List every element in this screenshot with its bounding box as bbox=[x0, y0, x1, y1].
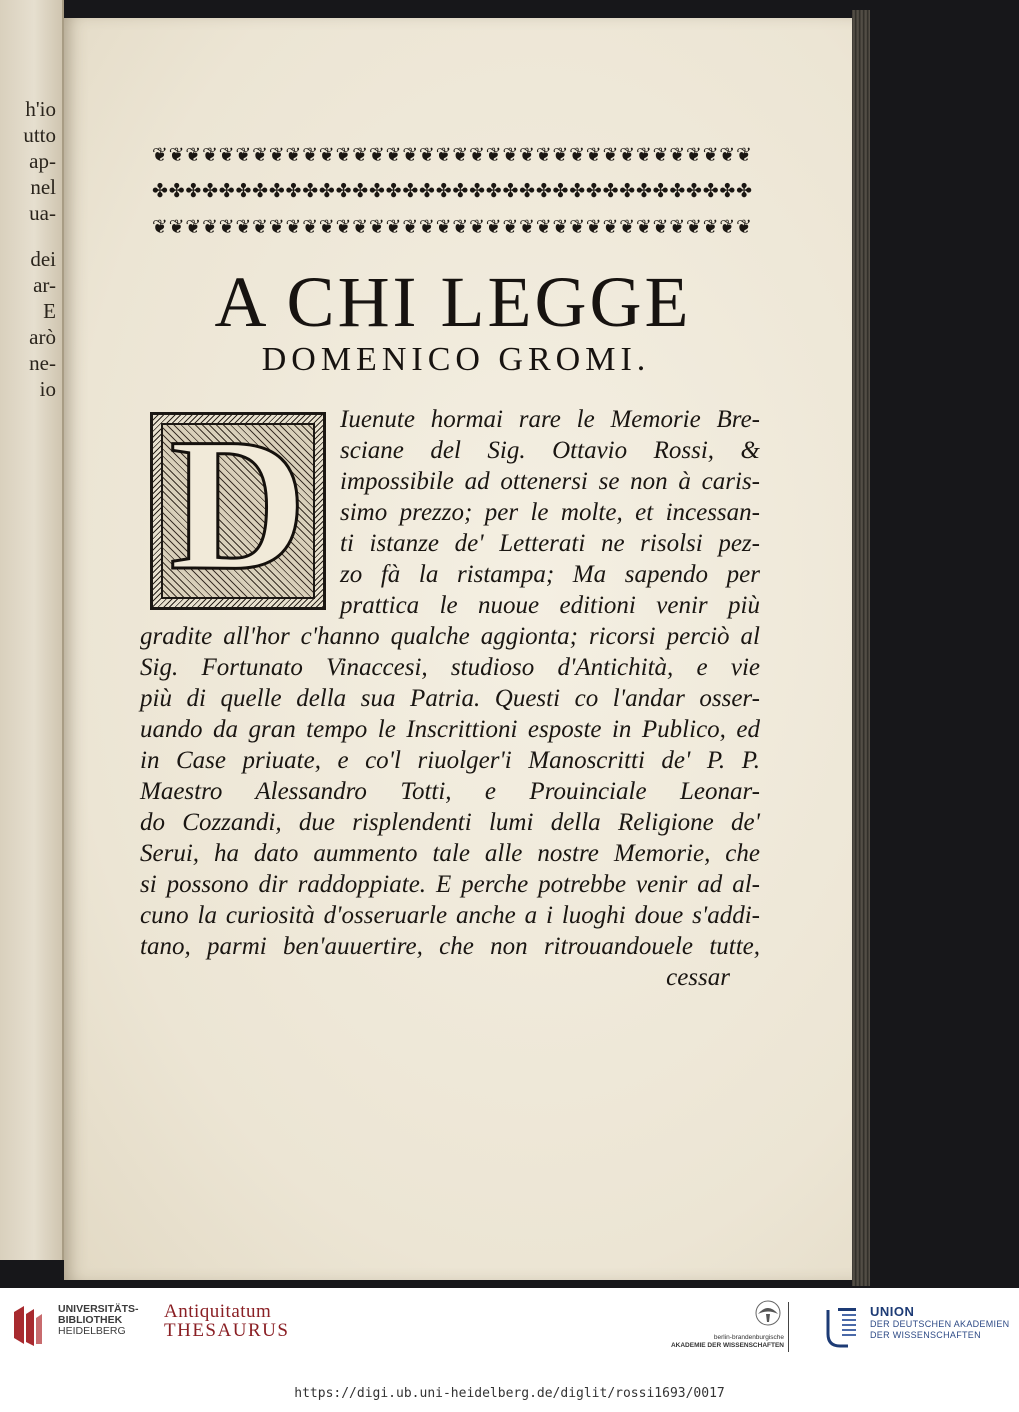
ornament-glyph: ❦ bbox=[552, 144, 569, 166]
ornament-glyph: ❦ bbox=[352, 144, 369, 166]
ornament-glyph: ❦ bbox=[285, 144, 302, 166]
ornament-glyph: ❦ bbox=[652, 216, 669, 238]
previous-page-edge bbox=[0, 0, 64, 1260]
ornament-glyph: ❦ bbox=[535, 216, 552, 238]
ornament-glyph: ✤ bbox=[218, 180, 235, 202]
union-academies-logo-icon[interactable] bbox=[822, 1304, 864, 1352]
text-line: Serui, ha dato aummento tale alle nostre Memorie, che bbox=[140, 840, 760, 867]
ornament-glyph: ❦ bbox=[235, 216, 252, 238]
ornament-glyph: ✤ bbox=[202, 180, 218, 202]
ornament-glyph: ❦ bbox=[569, 216, 586, 238]
union-line: UNION bbox=[870, 1304, 915, 1319]
union-academies-name[interactable] bbox=[870, 1304, 1009, 1341]
ornament-glyph: ✤ bbox=[385, 180, 402, 202]
prev-fragment: dei bbox=[30, 247, 56, 271]
previous-page-text bbox=[4, 96, 60, 402]
ornament-glyph: ❦ bbox=[502, 216, 519, 238]
text-line: do Cozzandi, due risplendenti lumi della Religione de' bbox=[140, 809, 760, 836]
printers-ornament-band bbox=[152, 140, 752, 242]
ornament-glyph: ✤ bbox=[452, 180, 469, 202]
ornament-glyph: ✤ bbox=[686, 180, 702, 202]
ornament-glyph: ✤ bbox=[168, 180, 185, 202]
ornament-glyph: ❦ bbox=[218, 144, 235, 166]
ornament-glyph: ✤ bbox=[352, 180, 369, 202]
at-line: Antiquitatum bbox=[164, 1301, 272, 1322]
bb-line: AKADEMIE DER WISSENSCHAFTEN bbox=[670, 1342, 784, 1349]
text-line: sciane del Sig. Ottavio Rossi, & bbox=[340, 437, 760, 464]
ornament-glyph: ✤ bbox=[552, 180, 569, 202]
ornament-glyph: ❦ bbox=[235, 144, 252, 166]
ornament-glyph: ❦ bbox=[435, 144, 452, 166]
ornament-glyph: ❦ bbox=[702, 144, 719, 166]
page-subtitle: DOMENICO GROMI. bbox=[261, 341, 651, 378]
ornament-glyph: ❦ bbox=[602, 216, 619, 238]
ornament-glyph: ❦ bbox=[318, 144, 335, 166]
academy-eagle-icon[interactable] bbox=[748, 1298, 788, 1328]
ornament-glyph: ❦ bbox=[252, 144, 269, 166]
ornament-glyph: ✤ bbox=[252, 180, 269, 202]
catchword: cessar bbox=[666, 964, 730, 991]
ornament-glyph: ❦ bbox=[469, 216, 485, 238]
ornament-glyph: ✤ bbox=[302, 180, 319, 202]
prev-fragment: ne- bbox=[29, 351, 56, 375]
ornament-glyph: ❦ bbox=[702, 216, 719, 238]
bbaw-name[interactable] bbox=[652, 1334, 784, 1350]
ub-line: HEIDELBERG bbox=[58, 1325, 126, 1337]
ornament-glyph: ❦ bbox=[469, 144, 485, 166]
ornament-glyph: ✤ bbox=[335, 180, 352, 202]
ornament-glyph: ❦ bbox=[318, 216, 335, 238]
text-line: Sig. Fortunato Vinaccesi, studioso d'Antichità, e vie bbox=[140, 654, 760, 681]
ornament-glyph: ✤ bbox=[268, 180, 285, 202]
bb-line: berlin-brandenburgische bbox=[713, 1334, 784, 1341]
text-line: più di quelle della sua Patria. Questi co l'andar osser- bbox=[140, 685, 760, 712]
university-library-name[interactable] bbox=[58, 1304, 139, 1337]
ornament-glyph: ✤ bbox=[602, 180, 619, 202]
ub-line: UNIVERSITÄTS- bbox=[58, 1303, 139, 1315]
ornament-glyph: ❦ bbox=[669, 144, 686, 166]
ornament-glyph: ✤ bbox=[152, 180, 168, 202]
ornament-glyph: ❦ bbox=[168, 144, 185, 166]
prev-fragment: nel bbox=[30, 175, 56, 199]
ornament-glyph: ❦ bbox=[652, 144, 669, 166]
antiquitatum-thesaurus-logo[interactable] bbox=[164, 1302, 289, 1340]
text-line: cuno la curiosità d'osseruarle anche a i luoghi doue s'addi- bbox=[140, 902, 760, 929]
ornament-glyph: ✤ bbox=[185, 180, 202, 202]
ornament-glyph: ❦ bbox=[368, 216, 385, 238]
ornament-glyph: ✤ bbox=[669, 180, 686, 202]
page-title: A CHI LEGGE bbox=[214, 262, 692, 342]
ornament-glyph: ❦ bbox=[202, 144, 218, 166]
ornament-glyph: ❦ bbox=[302, 216, 319, 238]
ornament-glyph: ❦ bbox=[335, 144, 352, 166]
ornament-glyph: ❦ bbox=[452, 216, 469, 238]
ornament-glyph: ✤ bbox=[235, 180, 252, 202]
prev-fragment: E bbox=[43, 299, 56, 323]
union-line: DER DEUTSCHEN AKADEMIEN bbox=[870, 1319, 1010, 1329]
ornament-glyph: ❦ bbox=[185, 216, 202, 238]
ornament-glyph: ❦ bbox=[252, 216, 269, 238]
ornament-glyph: ❦ bbox=[669, 216, 686, 238]
text-line: in Case priuate, e co'l riuolger'i Manoscritti de' P. P. bbox=[140, 747, 760, 774]
ornament-glyph: ✤ bbox=[469, 180, 485, 202]
text-line: Iuenute hormai rare le Memorie Bre- bbox=[340, 406, 760, 433]
text-line: uando da gran tempo le Inscrittioni esposte in Publico, ed bbox=[140, 716, 760, 743]
ornament-glyph: ❦ bbox=[335, 216, 352, 238]
ornament-glyph: ✤ bbox=[569, 180, 586, 202]
permalink-url[interactable]: https://digi.ub.uni-heidelberg.de/diglit/rossi1693/0017 bbox=[294, 1386, 725, 1401]
ornament-glyph: ✤ bbox=[736, 180, 752, 202]
ornament-glyph: ✤ bbox=[619, 180, 636, 202]
text-line: simo prezzo; per le molte, et incessan- bbox=[340, 499, 760, 526]
ornament-glyph: ❦ bbox=[268, 144, 285, 166]
ornament-glyph: ✤ bbox=[635, 180, 652, 202]
ornament-glyph: ❦ bbox=[218, 216, 235, 238]
text-line: zo fà la ristampa; Ma sapendo per bbox=[340, 561, 760, 588]
viewer-footer bbox=[0, 1288, 1019, 1412]
ornament-glyph: ❦ bbox=[419, 216, 435, 238]
ornament-glyph: ❦ bbox=[569, 144, 586, 166]
prev-fragment: arò bbox=[29, 325, 56, 349]
ornament-glyph: ✤ bbox=[652, 180, 669, 202]
ornament-glyph: ❦ bbox=[268, 216, 285, 238]
ornament-glyph: ❦ bbox=[419, 144, 435, 166]
ornament-glyph: ❦ bbox=[485, 216, 502, 238]
university-library-logo-icon[interactable] bbox=[10, 1304, 50, 1348]
ornament-glyph: ❦ bbox=[619, 144, 636, 166]
ornament-glyph: ❦ bbox=[152, 216, 168, 238]
text-line: prattica le nuoue editioni venir più bbox=[340, 592, 760, 619]
ornament-glyph: ✤ bbox=[419, 180, 435, 202]
ornament-glyph: ✤ bbox=[519, 180, 536, 202]
ornament-glyph: ❦ bbox=[202, 216, 218, 238]
ornament-glyph: ❦ bbox=[719, 144, 736, 166]
text-line: ti istanze de' Letterati ne risolsi pez- bbox=[340, 530, 760, 557]
ornament-glyph: ✤ bbox=[485, 180, 502, 202]
ornament-glyph: ❦ bbox=[285, 216, 302, 238]
divider bbox=[788, 1302, 789, 1352]
ornament-glyph: ❦ bbox=[168, 216, 185, 238]
ornament-glyph: ❦ bbox=[585, 144, 602, 166]
ornament-glyph: ✤ bbox=[535, 180, 552, 202]
text-line: si possono dir raddoppiate. E perche potrebbe venir ad al- bbox=[140, 871, 760, 898]
ornament-glyph: ❦ bbox=[535, 144, 552, 166]
ornament-glyph: ❦ bbox=[686, 216, 702, 238]
ornament-glyph: ✤ bbox=[702, 180, 719, 202]
ornament-glyph: ✤ bbox=[368, 180, 385, 202]
ornament-glyph: ❦ bbox=[385, 144, 402, 166]
prev-fragment: utto bbox=[23, 123, 56, 147]
text-line: impossibile ad ottenersi se non à caris- bbox=[340, 468, 760, 495]
ornament-glyph: ❦ bbox=[635, 216, 652, 238]
ornament-glyph: ✤ bbox=[719, 180, 736, 202]
ornament-glyph: ❦ bbox=[368, 144, 385, 166]
ornament-glyph: ❦ bbox=[352, 216, 369, 238]
ornament-glyph: ❦ bbox=[552, 216, 569, 238]
ornament-glyph: ❦ bbox=[519, 216, 536, 238]
text-line: tano, parmi ben'auuertire, che non ritrouandouele tutte, bbox=[140, 933, 760, 960]
ornament-glyph: ✤ bbox=[502, 180, 519, 202]
ornament-glyph: ❦ bbox=[152, 144, 168, 166]
ornament-glyph: ❦ bbox=[736, 216, 752, 238]
prev-fragment: h'io bbox=[25, 97, 56, 121]
ornament-glyph: ❦ bbox=[585, 216, 602, 238]
ornament-glyph: ❦ bbox=[736, 144, 752, 166]
union-line: DER WISSENSCHAFTEN bbox=[870, 1330, 981, 1340]
ub-line: BIBLIOTHEK bbox=[58, 1314, 123, 1326]
text-line: gradite all'hor c'hanno qualche aggionta; ricorsi perciò al bbox=[140, 623, 760, 650]
text-line: Maestro Alessandro Totti, e Prouinciale Leonar- bbox=[140, 778, 760, 805]
ornament-glyph: ❦ bbox=[402, 144, 419, 166]
ornament-glyph: ❦ bbox=[602, 144, 619, 166]
prev-fragment: io bbox=[39, 377, 56, 401]
ornament-glyph: ❦ bbox=[385, 216, 402, 238]
page-stack-edge bbox=[852, 10, 870, 1286]
ornament-row bbox=[152, 140, 752, 170]
ornament-glyph: ✤ bbox=[435, 180, 452, 202]
ornament-glyph: ❦ bbox=[719, 216, 736, 238]
ornament-glyph: ❦ bbox=[635, 144, 652, 166]
prev-fragment: ua- bbox=[29, 201, 56, 225]
at-line: THESAURUS bbox=[164, 1320, 290, 1341]
ornament-glyph: ✤ bbox=[402, 180, 419, 202]
ornament-glyph: ❦ bbox=[402, 216, 419, 238]
ornament-glyph: ❦ bbox=[686, 144, 702, 166]
body-text bbox=[140, 400, 760, 993]
prev-fragment: ar- bbox=[33, 273, 56, 297]
ornament-glyph: ❦ bbox=[435, 216, 452, 238]
ornament-glyph: ❦ bbox=[185, 144, 202, 166]
ornament-glyph: ✤ bbox=[318, 180, 335, 202]
ornament-glyph: ❦ bbox=[485, 144, 502, 166]
ornament-glyph: ❦ bbox=[452, 144, 469, 166]
prev-fragment: ap- bbox=[29, 149, 56, 173]
ornament-row bbox=[152, 212, 752, 242]
ornament-glyph: ✤ bbox=[285, 180, 302, 202]
ornament-glyph: ❦ bbox=[302, 144, 319, 166]
ornament-glyph: ✤ bbox=[585, 180, 602, 202]
ornament-glyph: ❦ bbox=[519, 144, 536, 166]
ornament-row bbox=[152, 176, 752, 206]
ornament-glyph: ❦ bbox=[502, 144, 519, 166]
ornament-glyph: ❦ bbox=[619, 216, 636, 238]
initial-letter: D bbox=[169, 400, 307, 610]
